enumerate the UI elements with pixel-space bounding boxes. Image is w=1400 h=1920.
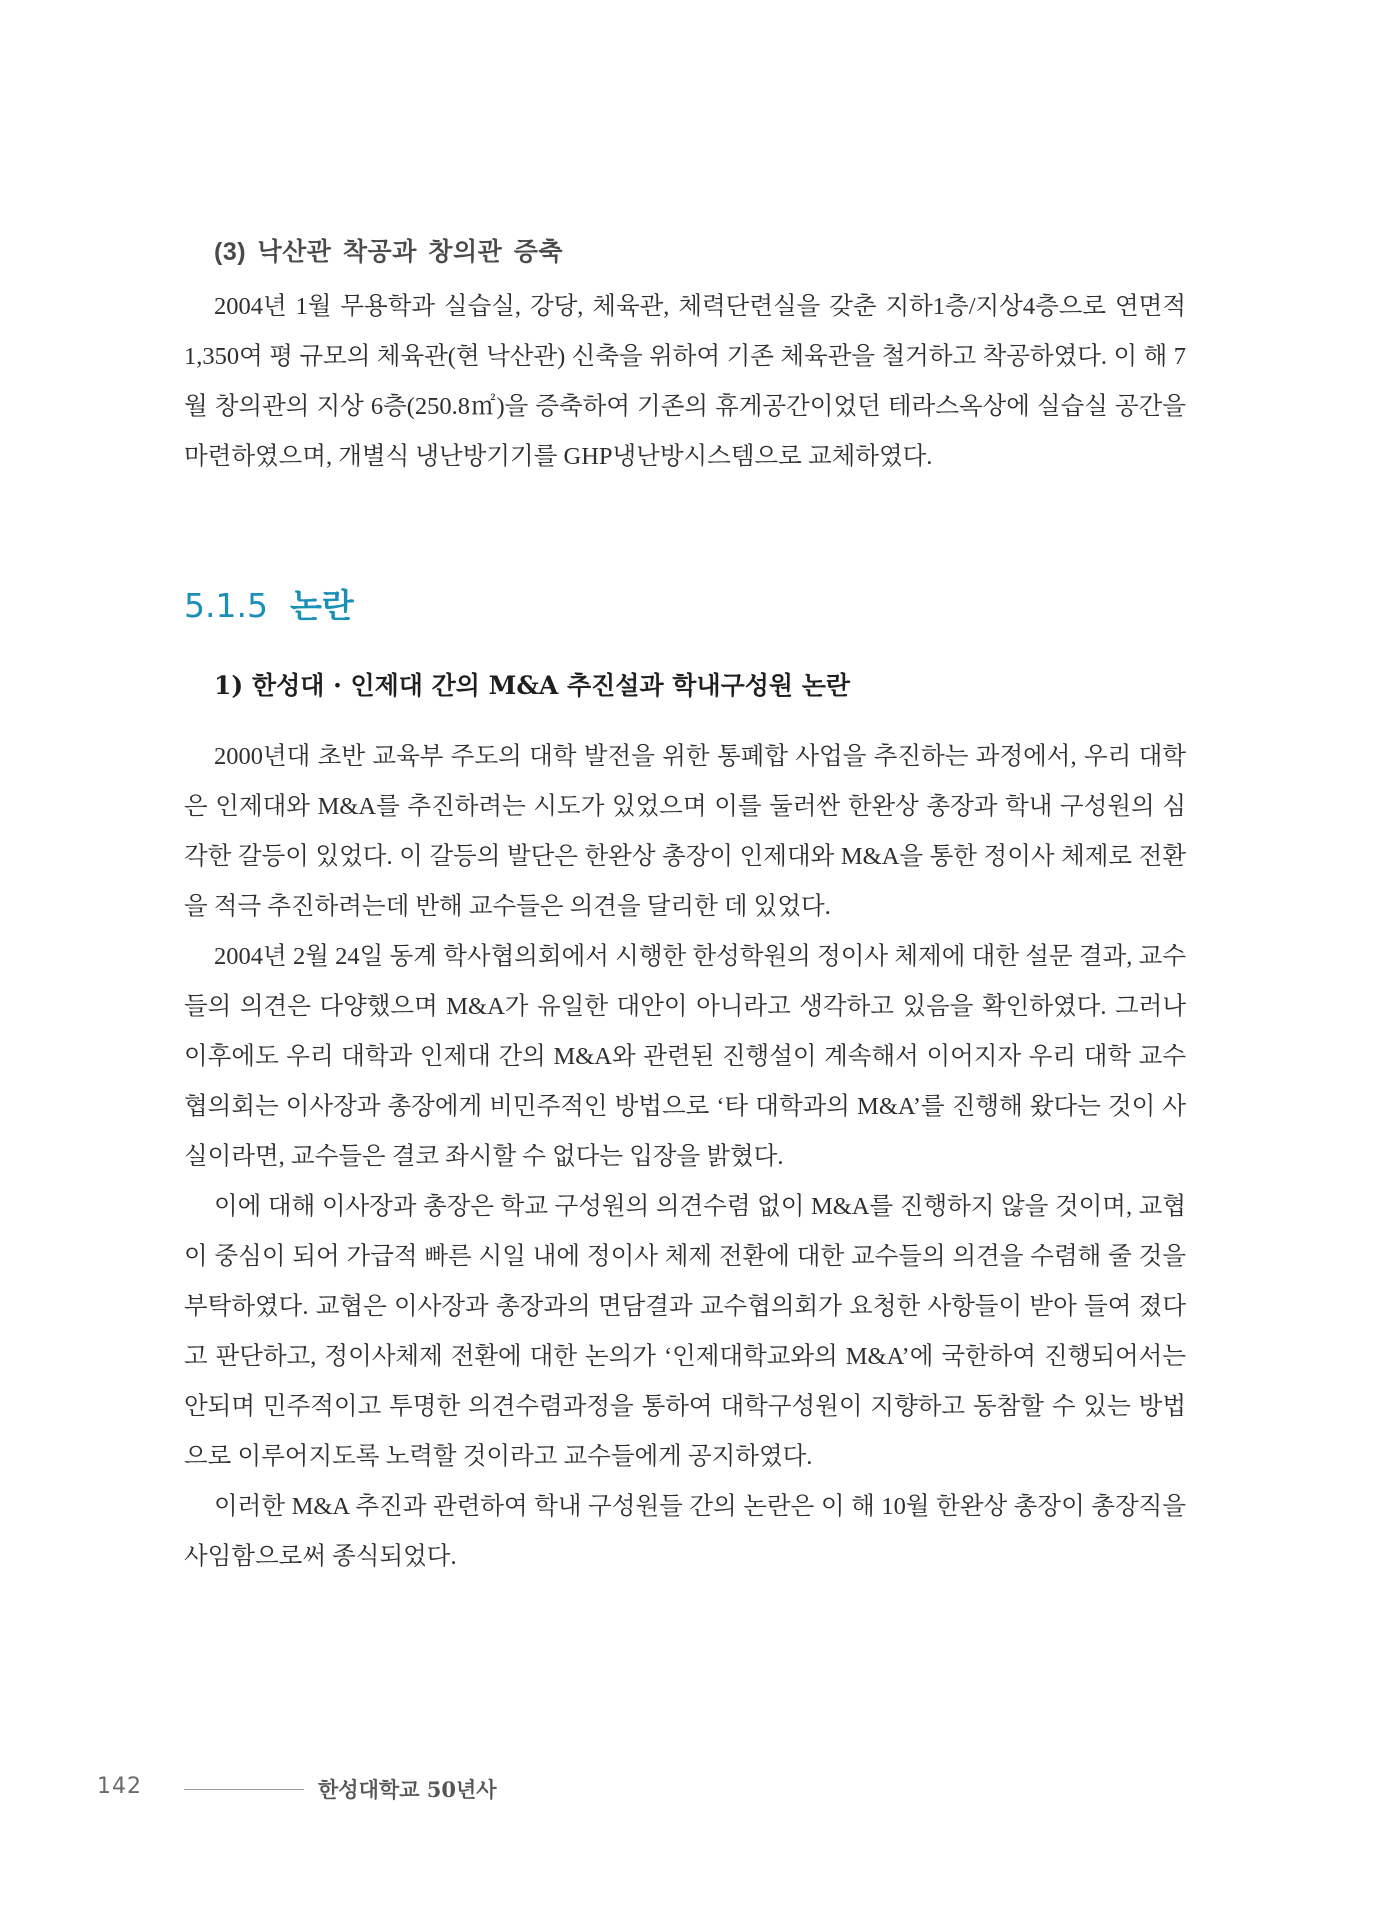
section-number: 5.1.5: [184, 586, 268, 625]
footer-divider: [184, 1789, 304, 1790]
paragraph-ma-background: 2000년대 초반 교육부 주도의 대학 발전을 위한 통폐합 사업을 추진하는 과정에서, 우리 대학은 인제대와 M&A를 추진하려는 시도가 있었으며 이를 둘러싼 한완상 총장과 학내 구성원의 심각한 갈등이 있었다. 이 갈등의 발단은 한완상 총장이 인제대와 M&A을 통한 정이사 체제로 전환을 적극 추진하려는데 반해 교수들은 의견을 달리한 데 있었다.: [184, 743, 1186, 920]
item-heading-ma-controversy: 1) 한성대 · 인제대 간의 M&A 추진설과 학내구성원 논란: [214, 671, 851, 700]
paragraph-ma-response: 이에 대해 이사장과 총장은 학교 구성원의 의견수렴 없이 M&A를 진행하지 않을 것이며, 교협이 중심이 되어 가급적 빠른 시일 내에 정이사 체제 전환에 대한 교수들의 의견을 수렴해 줄 것을 부탁하였다. 교협은 이사장과 총장과의 면담결과 교수협의회가 요청한 사항들이 받아 들여 졌다고 판단하고, 정이사체제 전환에 대한 논의가 ‘인제대학교와의 M&A’에 국한하여 진행되어서는 안되며 민주적이고 투명한 의견수렴과정을 통하여 대학구성원이 지향하고 동참할 수 있는 방법으로 이루어지도록 노력할 것이라고 교수들에게 공지하였다.: [184, 1193, 1186, 1470]
page-number: 142: [97, 1774, 142, 1799]
book-title: 한성대학교 50년사: [318, 1777, 497, 1802]
paragraph-naksan-construction: 2004년 1월 무용학과 실습실, 강당, 체육관, 체력단련실을 갖춘 지하1층/지상4층으로 연면적 1,350여 평 규모의 체육관(현 낙산관) 신축을 위하여 기존 체육관을 철거하고 착공하였다. 이 해 7월 창의관의 지상 6층(250.8㎡)을 증축하여 기존의 휴게공간이었던 테라스옥상에 실습실 공간을 마련하였으며, 개별식 냉난방기기를 GHP냉난방시스템으로 교체하였다.: [184, 293, 1186, 470]
paragraph-ma-conclusion: 이러한 M&A 추진과 관련하여 학내 구성원들 간의 논란은 이 해 10월 한완상 총장이 총장직을 사임함으로써 종식되었다.: [184, 1493, 1186, 1570]
section-title-text: 논란: [289, 586, 354, 625]
subsection-heading-nak-san-gwan: (3) 낙산관 착공과 창의관 증축: [214, 238, 563, 266]
section-title: [184, 580, 354, 627]
paragraph-ma-survey: 2004년 2월 24일 동계 학사협의회에서 시행한 한성학원의 정이사 체제에 대한 설문 결과, 교수들의 의견은 다양했으며 M&A가 유일한 대안이 아니라고 생각하고 있음을 확인하였다. 그러나 이후에도 우리 대학과 인제대 간의 M&A와 관련된 진행설이 계속해서 이어지자 우리 대학 교수협의회는 이사장과 총장에게 비민주적인 방법으로 ‘타 대학과의 M&A’를 진행해 왔다는 것이 사실이라면, 교수들은 결코 좌시할 수 없다는 입장을 밝혔다.: [184, 943, 1186, 1170]
page-footer: [0, 1774, 1400, 1814]
